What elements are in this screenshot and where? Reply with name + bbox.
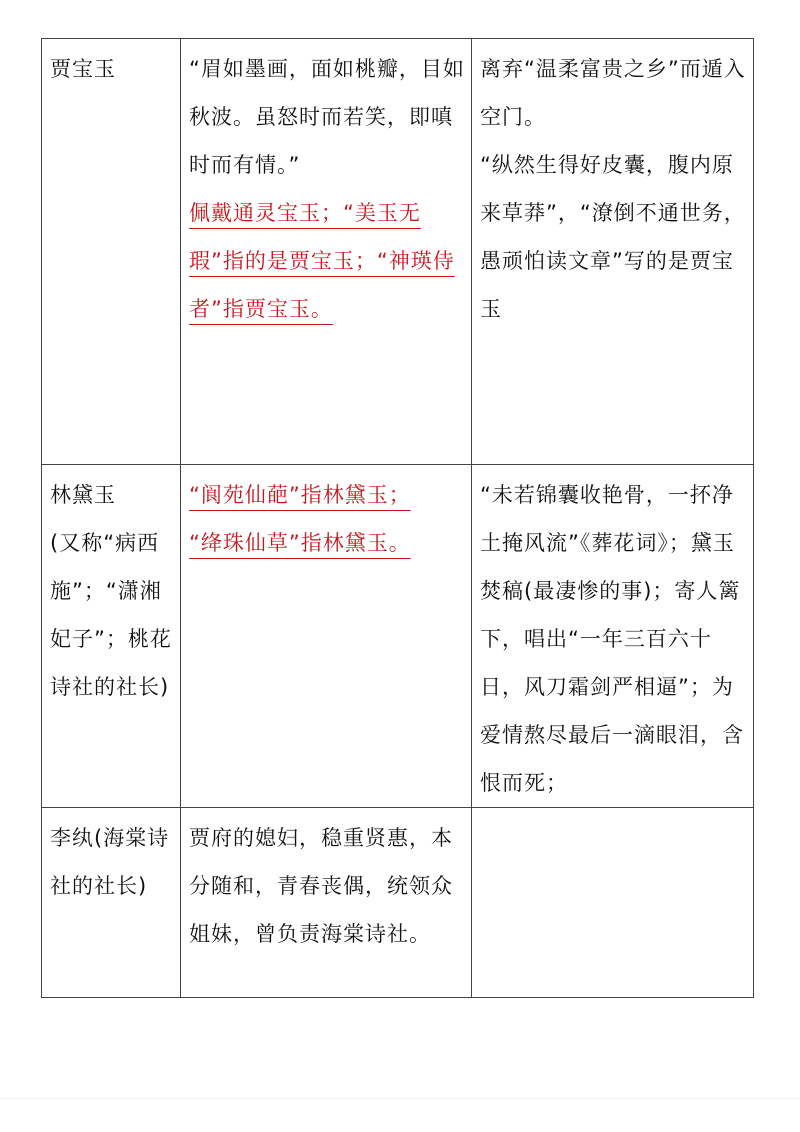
description-text: 贾府的媳妇，稳重贤惠，本分随和，青春丧偶，统领众姐妹，曾负责海棠诗社。 [189, 826, 453, 946]
character-alias: (又称“病西施”；“潇湘妃子”；桃花诗社的社长) [50, 531, 172, 699]
table-row [42, 39, 754, 465]
description-text: “眉如墨画，面如桃瓣，目如秋波。虽怒时而若笑，即嗔时而有情。” [189, 57, 465, 177]
note-text: “未若锦囊收艳骨，一抔净土掩风流”《葬花词》；黛玉焚稿(最凄惨的事)；寄人篱下，唱出“一年三百六十日，风刀霜剑严相逼”；为爱情熬尽最后一滴眼泪，含恨而死； [480, 483, 744, 795]
character-name: 林黛玉 [50, 483, 116, 507]
notes-cell [472, 39, 754, 465]
character-name-cell [42, 465, 181, 808]
character-name: 贾宝玉 [50, 57, 116, 81]
notes-cell [472, 808, 754, 998]
table-row [42, 465, 754, 808]
character-name-cell [42, 808, 181, 998]
note-text: 离弃“温柔富贵之乡”而遁入空门。 [480, 57, 746, 129]
description-cell [181, 39, 472, 465]
notes-cell [472, 465, 754, 808]
character-table [41, 38, 754, 998]
highlighted-description: “绛珠仙草”指林黛玉。 [189, 531, 411, 555]
description-cell [181, 465, 472, 808]
note-text: “纵然生得好皮囊，腹内原来草莽”，“潦倒不通世务，愚顽怕读文章”写的是贾宝玉 [480, 153, 746, 321]
highlighted-description: “阆苑仙葩”指林黛玉； [189, 483, 411, 507]
character-name-cell [42, 39, 181, 465]
table-row [42, 808, 754, 998]
page-divider [0, 1098, 800, 1099]
highlighted-description: 佩戴通灵宝玉；“美玉无瑕”指的是贾宝玉；“神瑛侍者”指贾宝玉。 [189, 201, 455, 321]
description-cell [181, 808, 472, 998]
character-name: 李纨(海棠诗社的社长) [50, 826, 170, 898]
